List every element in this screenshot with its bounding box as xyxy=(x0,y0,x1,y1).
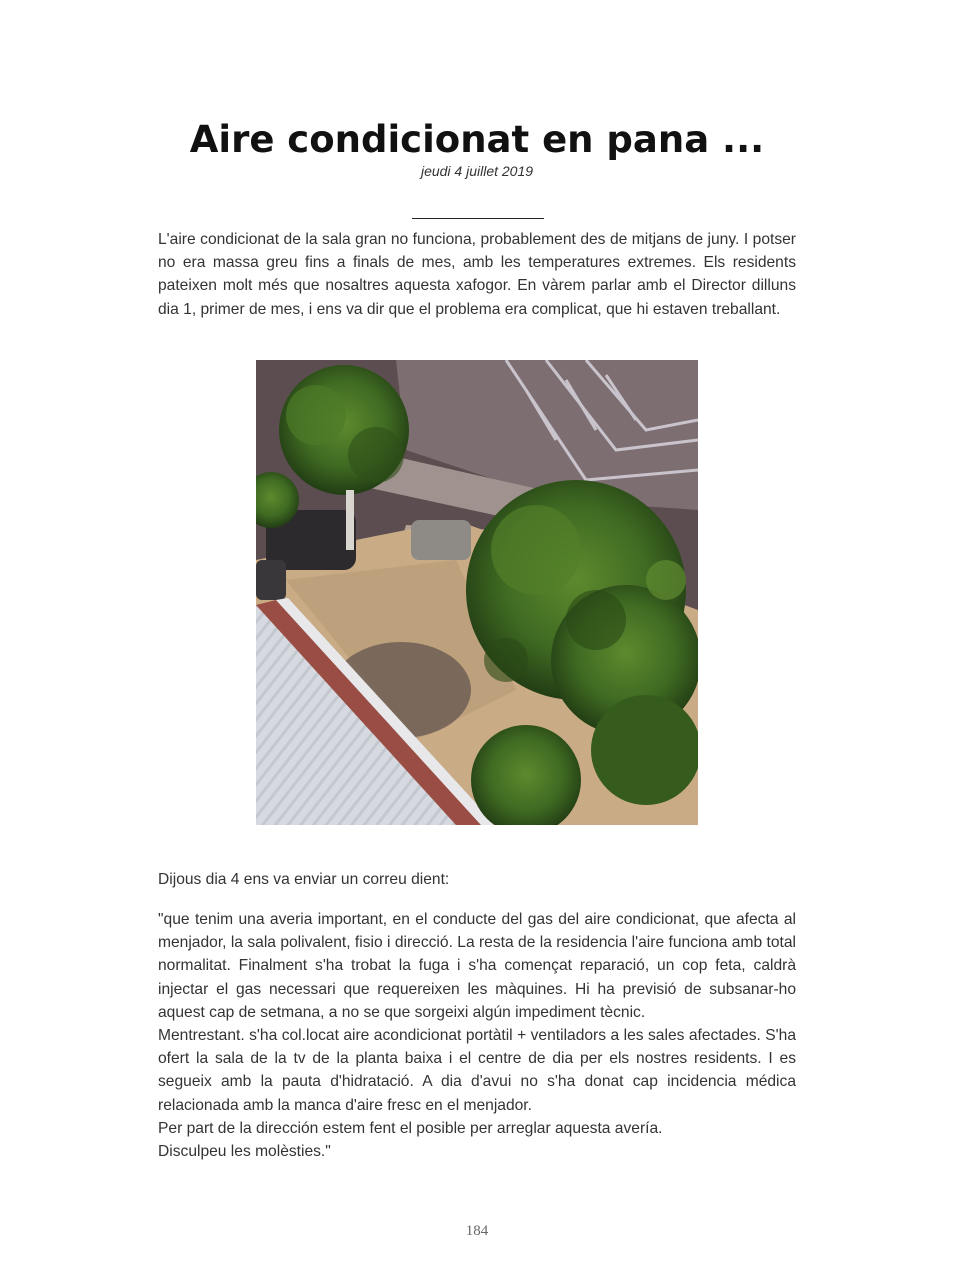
quote-paragraph-1: "que tenim una averia important, en el conducte del gas del aire condicionat, que afecta al menjador, la sala polivalent, fisio i direcció. La resta de la residencia l'aire funciona amb total normalitat. Finalment s'ha trobat la fuga i s'ha començat reparació, un cop feta, caldrà injectar el gas necessari que requereixen les màquines. Hi ha previsió de subsanar-ho aquest cap de setmana, a no se que sorgeixi algún impediment tècnic. xyxy=(158,911,796,1021)
email-intro: Dijous dia 4 ens va enviar un correu dient: xyxy=(158,871,450,888)
quote-paragraph-2: Mentrestant. s'ha col.locat aire acondicionat portàtil + ventiladors a les sales afectades. S'ha ofert la sala de la tv de la planta baixa i el centre de dia per els nostres residents. I es segueix amb la pauta d'hidratació. A dia d'avui no s'ha donat cap incidencia médica relacionada amb la manca d'aire fresc en el menjador. xyxy=(158,1027,796,1114)
quoted-email xyxy=(158,908,796,1163)
article-date: jeudi 4 juillet 2019 xyxy=(420,163,534,179)
aerial-photo xyxy=(256,360,698,825)
intro-paragraph: L'aire condicionat de la sala gran no funciona, probablement des de mitjans de juny. I potser no era massa greu fins a finals de mes, amb les temperatures extremes. Els residents pateixen molt més que nosaltres aquesta xafogor. En vàrem parlar amb el Director dilluns dia 1, primer de mes, i ens va dir que el problema era complicat, que hi estaven treballant. xyxy=(158,231,796,318)
quote-paragraph-4: Disculpeu les molèsties." xyxy=(158,1143,331,1161)
article-title: Aire condicionat en pana ... xyxy=(189,118,765,161)
aerial-photo-illustration xyxy=(256,360,698,825)
quote-paragraph-3: Per part de la dirección estem fent el posible per arreglar aquesta avería. xyxy=(158,1119,663,1137)
page-number: 184 xyxy=(465,1223,489,1239)
title-divider xyxy=(412,218,544,219)
